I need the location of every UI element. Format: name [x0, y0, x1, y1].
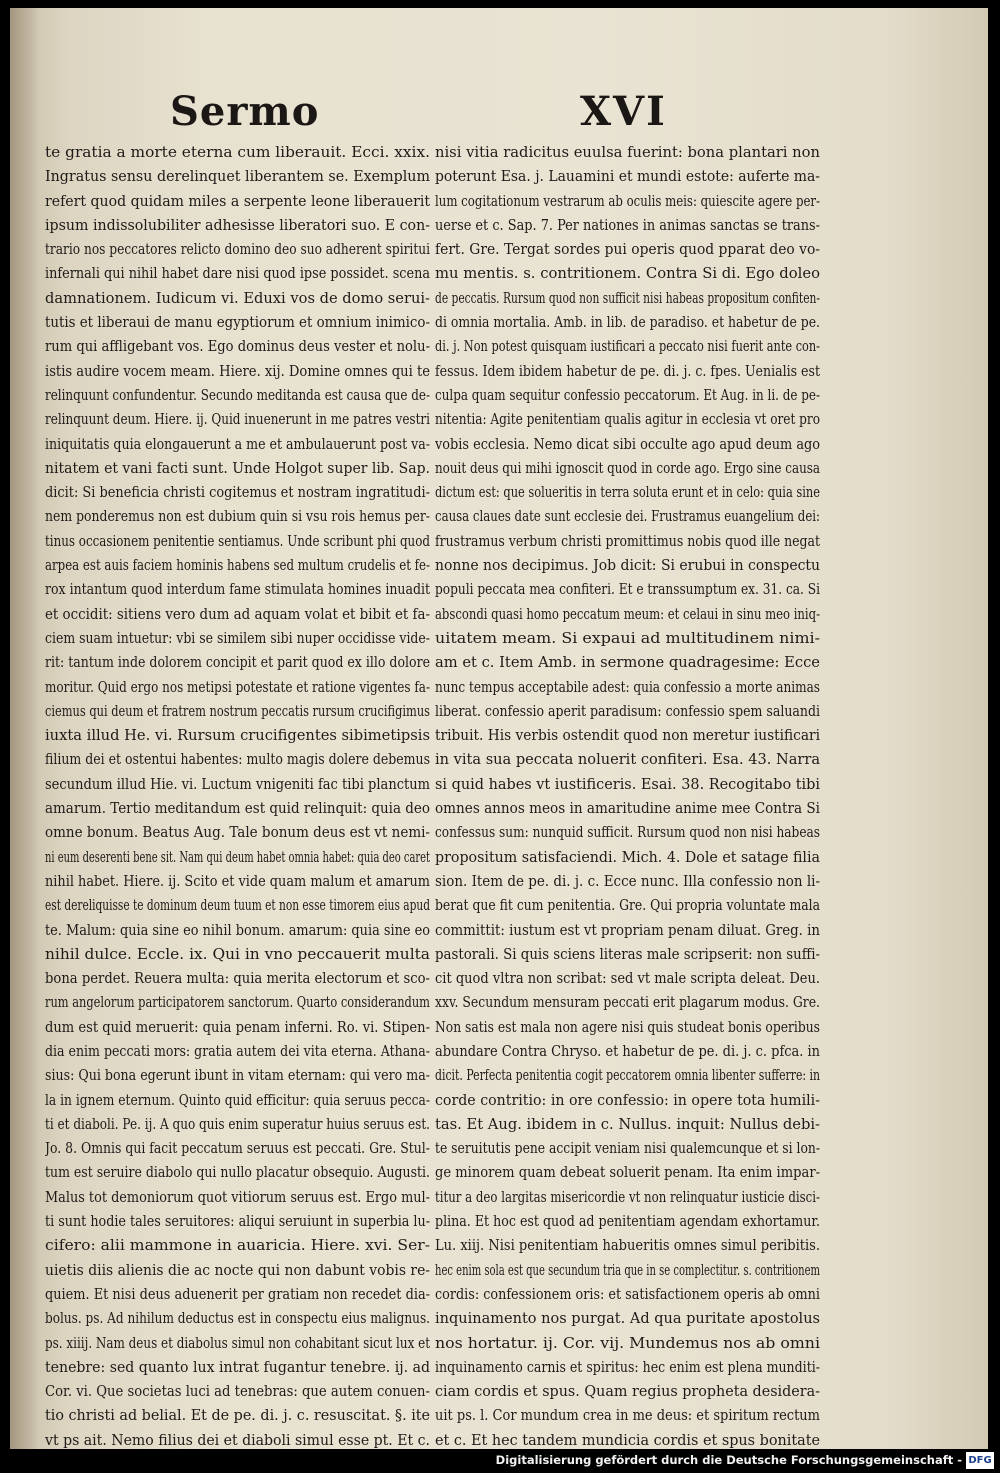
text-line: berat que fit cum penitentia. Gre. Qui propria voluntate mala: [435, 896, 820, 915]
text-line: ti et diaboli. Pe. ij. A quo quis enim superatur huius seruus est.: [45, 1114, 430, 1133]
text-line: omnes annos meos in amaritudine anime mee Contra Si: [435, 799, 820, 818]
text-line: cit quod vltra non scribat: sed vt male scripta deleat. Deu.: [435, 969, 820, 988]
text-line: vt ps ait. Nemo filius dei et diaboli simul esse pt. Et c.: [45, 1430, 430, 1449]
text-line: arpea est auis faciem hominis habens sed multum crudelis et fe-: [45, 556, 430, 575]
text-line: moritur. Quid ergo nos metipsi potestate et ratione vigentes fa-: [45, 677, 430, 696]
text-line: tenebre: sed quanto lux intrat fugantur tenebre. ij. ad: [45, 1357, 430, 1376]
text-line: filium dei et ostentui habentes: multo magis dolere debemus: [45, 750, 430, 769]
text-line: dictum est: que solueritis in terra soluta erunt et in celo: quia sine: [435, 483, 820, 502]
text-line: sius: Qui bona egerunt ibunt in vitam eternam: qui vero ma-: [45, 1066, 430, 1085]
text-line: nitentia: Agite penitentiam qualis agitur in ecclesia vt oret pro: [435, 410, 820, 429]
text-line: cifero: alii mammone in auaricia. Hiere. xvi. Ser-: [45, 1236, 430, 1255]
text-line: trario nos peccatores relicto domino deo suo adherent spiritui: [45, 240, 430, 259]
text-line: secundum illud Hie. vi. Luctum vnigeniti fac tibi planctum: [45, 774, 430, 793]
text-line: plina. Et hoc est quod ad penitentiam agendam exhortamur.: [435, 1212, 820, 1231]
text-line: tum est seruire diabolo qui nullo placatur obsequio. Augusti.: [45, 1163, 430, 1182]
text-line: pastorali. Si quis sciens literas male scripserit: non suffi-: [435, 944, 820, 963]
text-line: rum angelorum participatorem sanctorum. Quarto considerandum: [45, 993, 430, 1012]
text-line: ipsum indissolubiliter adhesisse liberatori suo. E con-: [45, 215, 430, 234]
text-line: poterunt Esa. j. Lauamini et mundi estote: auferte ma-: [435, 167, 820, 186]
right-text-column: [435, 140, 820, 1449]
text-line: Non satis est mala non agere nisi quis studeat bonis operibus: [435, 1017, 820, 1036]
text-line: uitatem meam. Si expaui ad multitudinem nimi-: [435, 628, 820, 647]
text-line: Jo. 8. Omnis qui facit peccatum seruus est peccati. Gre. Stul-: [45, 1139, 430, 1158]
text-line: nihil habet. Hiere. ij. Scito et vide quam malum et amarum: [45, 871, 430, 890]
text-line: istis audire vocem meam. Hiere. xij. Domine omnes qui te: [45, 361, 430, 380]
text-line: fert. Gre. Tergat sordes pui operis quod pparat deo vo-: [435, 240, 820, 259]
running-head: Sermo: [170, 88, 320, 135]
text-line: xxv. Secundum mensuram peccati erit plagarum modus. Gre.: [435, 993, 820, 1012]
text-line: et occidit: sitiens vero dum ad aquam volat et bibit et fa-: [45, 604, 430, 623]
text-line: de peccatis. Rursum quod non sufficit nisi habeas propositum confiten-: [435, 288, 820, 307]
text-line: infernali qui nihil habet dare nisi quod ipse possidet. scena: [45, 264, 430, 283]
text-line: nouit deus qui mihi ignoscit quod in corde ago. Ergo sine causa: [435, 458, 820, 477]
text-line: tinus occasionem penitentie sentiamus. Unde scribunt phi quod: [45, 531, 430, 550]
text-line: Malus tot demoniorum quot vitiorum seruus est. Ergo mul-: [45, 1187, 430, 1206]
text-line: la in ignem eternum. Quinto quid efficitur: quia seruus pecca-: [45, 1090, 430, 1109]
text-line: committit: iustum est vt propriam penam diluat. Greg. in: [435, 920, 820, 939]
text-line: ti sunt hodie tales seruitores: aliqui seruiunt in superbia lu-: [45, 1212, 430, 1231]
text-line: dia enim peccati mors: gratia autem dei vita eterna. Athana-: [45, 1041, 430, 1060]
text-line: te. Malum: quia sine eo nihil bonum. amarum: quia sine eo: [45, 920, 430, 939]
text-line: ciam cordis et spus. Quam regius propheta desidera-: [435, 1382, 820, 1401]
text-line: iuxta illud He. vi. Rursum crucifigentes sibimetipsis: [45, 726, 430, 745]
text-line: nitatem et vani facti sunt. Unde Holgot super lib. Sap.: [45, 458, 430, 477]
text-line: uerse et c. Sap. 7. Per nationes in animas sanctas se trans-: [435, 215, 820, 234]
text-line: di. j. Non potest quisquam iustificari a peccato nisi fuerit ante con-: [435, 337, 820, 356]
text-line: nonne nos decipimus. Job dicit: Si erubui in conspectu: [435, 556, 820, 575]
text-line: relinquunt confundentur. Secundo meditanda est causa que de-: [45, 385, 430, 404]
text-line: inquinamento carnis et spiritus: hec enim est plena munditi-: [435, 1357, 820, 1376]
text-line: si quid habes vt iustificeris. Esai. 38. Recogitabo tibi: [435, 774, 820, 793]
text-line: bona perdet. Reuera multa: quia merita electorum et sco-: [45, 969, 430, 988]
text-line: tutis et liberaui de manu egyptiorum et omnium inimico-: [45, 313, 430, 332]
text-line: ni eum deserenti bene sit. Nam qui deum habet omnia habet: quia deo caret: [45, 847, 430, 866]
text-line: Lu. xiij. Nisi penitentiam habueritis omnes simul peribitis.: [435, 1236, 820, 1255]
text-line: tio christi ad belial. Et de pe. di. j. c. resuscitat. §. ite: [45, 1406, 430, 1425]
text-line: rit: tantum inde dolorem concipit et parit quod ex illo dolore: [45, 653, 430, 672]
text-line: ciem suam intuetur: vbi se similem sibi nuper occidisse vide-: [45, 628, 430, 647]
text-line: uit ps. l. Cor mundum crea in me deus: et spiritum rectum: [435, 1406, 820, 1425]
text-line: ps. xiiij. Nam deus et diabolus simul non cohabitant sicut lux et: [45, 1333, 430, 1352]
text-line: bolus. ps. Ad nihilum deductus est in conspectu eius malignus.: [45, 1309, 430, 1328]
funding-note: Digitalisierung gefördert durch die Deutsche Forschungsgemeinschaft -: [495, 1453, 962, 1467]
text-line: rum qui affligebant vos. Ego dominus deus vester et nolu-: [45, 337, 430, 356]
text-line: am et c. Item Amb. in sermone quadragesime: Ecce: [435, 653, 820, 672]
text-line: lum cogitationum vestrarum ab oculis meis: quiescite agere per-: [435, 191, 820, 210]
text-line: sion. Item de pe. di. j. c. Ecce nunc. Illa confessio non li-: [435, 871, 820, 890]
text-line: frustramus verbum christi promittimus nobis quod ille negat: [435, 531, 820, 550]
text-line: quiem. Et nisi deus aduenerit per gratiam non recedet dia-: [45, 1284, 430, 1303]
left-text-column: [45, 140, 430, 1449]
text-line: nihil dulce. Eccle. ix. Qui in vno peccauerit multa: [45, 944, 430, 963]
text-line: Ingratus sensu derelinquet liberantem se. Exemplum: [45, 167, 430, 186]
text-line: ciemus qui deum et fratrem nostrum peccatis rursum crucifigimus: [45, 701, 430, 720]
folio-number: XVI: [580, 88, 667, 135]
text-line: hec enim sola est que secundum tria que in se complectitur. s. contritionem: [435, 1260, 820, 1279]
text-line: dum est quid meruerit: quia penam inferni. Ro. vi. Stipen-: [45, 1017, 430, 1036]
text-line: di omnia mortalia. Amb. in lib. de paradiso. et habetur de pe.: [435, 313, 820, 332]
text-line: causa claues date sunt ecclesie dei. Frustramus euangelium dei:: [435, 507, 820, 526]
text-line: titur a deo largitas misericordie vt non relinquatur iusticie disci-: [435, 1187, 820, 1206]
text-line: cordis: confessionem oris: et satisfactionem operis ab omni: [435, 1284, 820, 1303]
text-line: amarum. Tertio meditandum est quid relinquit: quia deo: [45, 799, 430, 818]
text-line: abscondi quasi homo peccatum meum: et celaui in sinu meo iniq-: [435, 604, 820, 623]
text-line: iniquitatis quia elongauerunt a me et ambulauerunt post va-: [45, 434, 430, 453]
text-line: est dereliquisse te dominum deum tuum et non esse timorem eius apud: [45, 896, 430, 915]
text-line: te seruitutis pene accipit veniam nisi qualemcunque et si lon-: [435, 1139, 820, 1158]
text-line: omne bonum. Beatus Aug. Tale bonum deus est vt nemi-: [45, 823, 430, 842]
text-line: tas. Et Aug. ibidem in c. Nullus. inquit: Nullus debi-: [435, 1114, 820, 1133]
text-line: et c. Et hec tandem mundicia cordis et spus bonitate: [435, 1430, 820, 1449]
text-line: corde contritio: in ore confessio: in opere tota humili-: [435, 1090, 820, 1109]
text-line: culpa quam sequitur confessio peccatorum. Et Aug. in li. de pe-: [435, 385, 820, 404]
text-line: fessus. Idem ibidem habetur de pe. di. j. c. fpes. Uenialis est: [435, 361, 820, 380]
page-gutter-shadow: [10, 8, 40, 1449]
text-line: nisi vitia radicitus euulsa fuerint: bona plantari non: [435, 143, 820, 161]
text-line: abundare Contra Chryso. et habetur de pe. di. j. c. pfca. in: [435, 1041, 820, 1060]
text-line: dicit: Si beneficia christi cogitemus et nostram ingratitudi-: [45, 483, 430, 502]
text-line: mu mentis. s. contritionem. Contra Si di. Ego doleo: [435, 264, 820, 283]
text-line: nunc tempus acceptabile adest: quia confessio a morte animas: [435, 677, 820, 696]
text-line: dicit. Perfecta penitentia cogit peccatorem omnia libenter sufferre: in: [435, 1066, 820, 1085]
text-line: nem ponderemus non est dubium quin si vsu rois hemus per-: [45, 507, 430, 526]
text-line: liberat. confessio aperit paradisum: confessio spem saluandi: [435, 701, 820, 720]
text-line: inquinamento nos purgat. Ad qua puritate apostolus: [435, 1309, 820, 1328]
text-line: rox intantum quod interdum fame stimulata homines inuadit: [45, 580, 430, 599]
text-line: damnationem. Iudicum vi. Eduxi vos de domo serui-: [45, 288, 430, 307]
text-line: tribuit. His verbis ostendit quod non meretur iustificari: [435, 726, 820, 745]
text-line: populi peccata mea confiteri. Et e transsumptum ex. 31. ca. Si: [435, 580, 820, 599]
viewer-footer: [0, 1449, 1000, 1473]
text-line: in vita sua peccata noluerit confiteri. Esa. 43. Narra: [435, 750, 820, 769]
text-line: relinquunt deum. Hiere. ij. Quid inuenerunt in me patres vestri: [45, 410, 430, 429]
text-line: uietis diis alienis die ac nocte qui non dabunt vobis re-: [45, 1260, 430, 1279]
text-line: te gratia a morte eterna cum liberauit. Ecci. xxix.: [45, 143, 430, 161]
text-line: nos hortatur. ij. Cor. vij. Mundemus nos ab omni: [435, 1333, 820, 1352]
text-line: confessus sum: nunquid sufficit. Rursum quod non nisi habeas: [435, 823, 820, 842]
text-line: propositum satisfaciendi. Mich. 4. Dole et satage filia: [435, 847, 820, 866]
text-line: ge minorem quam debeat soluerit penam. Ita enim impar-: [435, 1163, 820, 1182]
text-line: refert quod quidam miles a serpente leone liberauerit: [45, 191, 430, 210]
book-page: [10, 8, 988, 1449]
text-line: vobis ecclesia. Nemo dicat sibi occulte ago apud deum ago: [435, 434, 820, 453]
dfg-logo: DFG: [966, 1452, 994, 1469]
text-line: Cor. vi. Que societas luci ad tenebras: que autem conuen-: [45, 1382, 430, 1401]
